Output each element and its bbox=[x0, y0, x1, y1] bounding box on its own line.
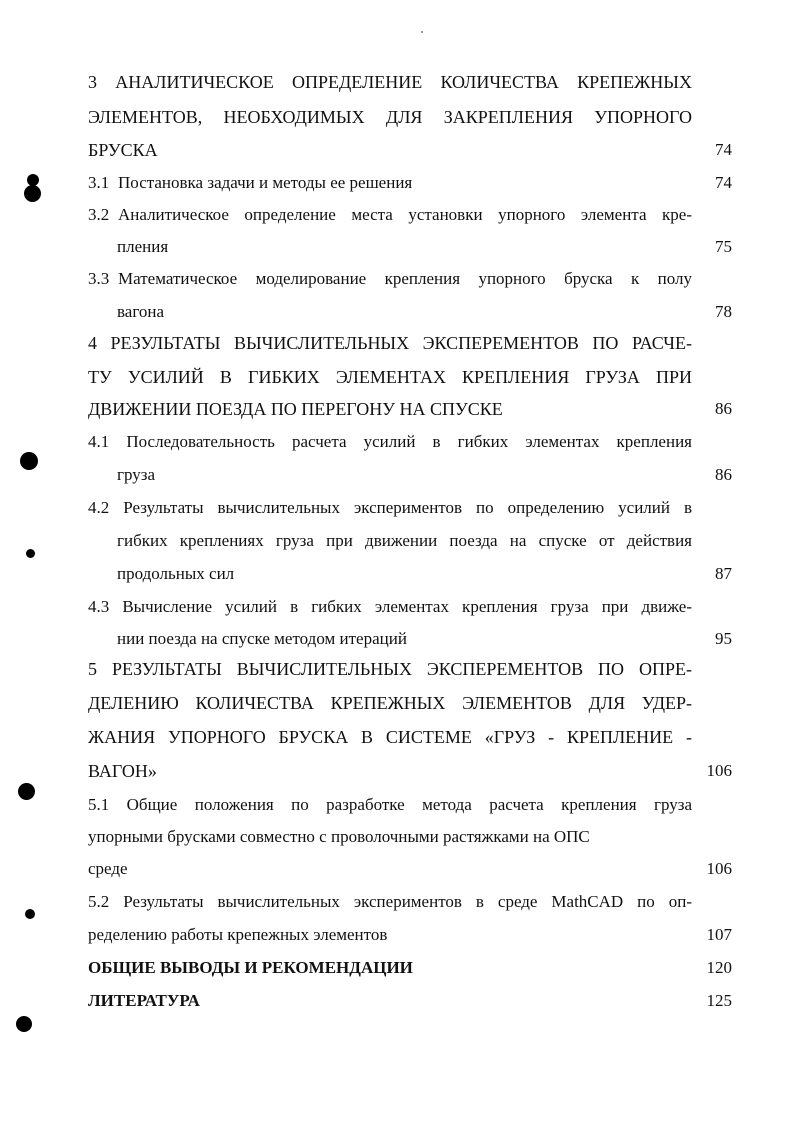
toc-text: Постановка задачи и методы ее решения bbox=[118, 173, 413, 192]
toc-page-number: 75 bbox=[715, 237, 732, 256]
toc-literature: ЛИТЕРАТУРА bbox=[88, 991, 200, 1010]
toc-subsection-3-2-line-1 bbox=[88, 204, 692, 226]
binder-hole bbox=[26, 549, 35, 558]
toc-subsection-4-2-line-3: продольных сил bbox=[117, 564, 235, 583]
toc-page-number: 74 bbox=[715, 140, 732, 159]
toc-section-3-title-line-1: 3 АНАЛИТИЧЕСКОЕ ОПРЕДЕЛЕНИЕ КОЛИЧЕСТВА КРЕПЕЖНЫХ bbox=[88, 72, 692, 92]
toc-section-5-title-line-3: ЖАНИЯ УПОРНОГО БРУСКА В СИСТЕМЕ «ГРУЗ - КРЕПЛЕНИЕ - bbox=[88, 727, 692, 747]
toc-page-number: 87 bbox=[715, 564, 732, 583]
toc-subsection-4-1-line-2: груза bbox=[117, 465, 156, 484]
binder-hole bbox=[20, 452, 38, 470]
toc-page-number: 125 bbox=[706, 991, 732, 1010]
toc-subsection-5-2-line-1: 5.2 Результаты вычислительных экспериментов в среде MathCAD по оп- bbox=[88, 892, 692, 911]
toc-page-number: 106 bbox=[706, 859, 732, 878]
toc-subsection-4-2-line-2: гибких креплениях груза при движении поезда на спуске от действия bbox=[117, 531, 692, 550]
toc-conclusions: ОБЩИЕ ВЫВОДЫ И РЕКОМЕНДАЦИИ bbox=[88, 958, 413, 977]
toc-section-5-title-line-4: ВАГОН» bbox=[88, 761, 157, 781]
toc-subsection-3-2-line-2: пления bbox=[117, 237, 169, 256]
toc-number: 3.3 bbox=[88, 269, 110, 288]
toc-text: Математическое моделирование крепления упорного бруска к полу bbox=[118, 269, 692, 288]
toc-section-4-title-line-1: 4 РЕЗУЛЬТАТЫ ВЫЧИСЛИТЕЛЬНЫХ ЭКСПЕРЕМЕНТОВ ПО РАСЧЕ- bbox=[88, 333, 692, 353]
scan-speck bbox=[421, 31, 423, 33]
binder-hole bbox=[18, 783, 35, 800]
toc-section-4-title-line-3: ДВИЖЕНИИ ПОЕЗДА ПО ПЕРЕГОНУ НА СПУСКЕ bbox=[88, 399, 503, 419]
toc-section-5-title-line-2: ДЕЛЕНИЮ КОЛИЧЕСТВА КРЕПЕЖНЫХ ЭЛЕМЕНТОВ ДЛЯ УДЕР- bbox=[88, 693, 692, 713]
toc-page-number: 86 bbox=[715, 465, 732, 484]
toc-page-number: 107 bbox=[706, 925, 732, 944]
toc-subsection-4-3-line-2: нии поезда на спуске методом итераций bbox=[117, 629, 407, 648]
toc-page-number: 95 bbox=[715, 629, 732, 648]
toc-section-5-title-line-1: 5 РЕЗУЛЬТАТЫ ВЫЧИСЛИТЕЛЬНЫХ ЭКСПЕРЕМЕНТОВ ПО ОПРЕ- bbox=[88, 659, 692, 679]
toc-page-number: 78 bbox=[715, 302, 732, 321]
toc-subsection-3-3-line-2: вагона bbox=[117, 302, 165, 321]
toc-page-number: 86 bbox=[715, 399, 732, 418]
toc-number: 3.2 bbox=[88, 205, 110, 224]
toc-subsection-4-2-line-1: 4.2 Результаты вычислительных экспериментов по определению усилий в bbox=[88, 498, 692, 517]
toc-page-number: 106 bbox=[706, 761, 732, 780]
binder-hole bbox=[24, 185, 41, 202]
toc-section-3-title-line-3: БРУСКА bbox=[88, 140, 158, 160]
toc-page-number: 120 bbox=[706, 958, 732, 977]
toc-section-4-title-line-2: ТУ УСИЛИЙ В ГИБКИХ ЭЛЕМЕНТАХ КРЕПЛЕНИЯ ГРУЗА ПРИ bbox=[88, 367, 692, 387]
toc-subsection-5-1-line-1: 5.1 Общие положения по разработке метода расчета крепления груза bbox=[88, 795, 692, 814]
toc-text: Аналитическое определение места установки упорного элемента кре- bbox=[118, 205, 692, 224]
toc-subsection-3-1 bbox=[88, 172, 692, 194]
toc-number: 3.1 bbox=[88, 173, 110, 192]
toc-subsection-3-3-line-1 bbox=[88, 268, 692, 290]
binder-hole bbox=[25, 909, 35, 919]
toc-subsection-4-1-line-1: 4.1 Последовательность расчета усилий в гибких элементах крепления bbox=[88, 432, 692, 451]
binder-hole bbox=[16, 1016, 32, 1032]
toc-subsection-5-1-line-2: упорными брусками совместно с проволочными растяжками на ОПС bbox=[88, 827, 590, 846]
toc-section-3-title-line-2: ЭЛЕМЕНТОВ, НЕОБХОДИМЫХ ДЛЯ ЗАКРЕПЛЕНИЯ УПОРНОГО bbox=[88, 107, 692, 127]
toc-page-number: 74 bbox=[715, 173, 732, 192]
toc-subsection-5-2-line-2: ределению работы крепежных элементов bbox=[88, 925, 388, 944]
toc-subsection-4-3-line-1: 4.3 Вычисление усилий в гибких элементах крепления груза при движе- bbox=[88, 597, 692, 616]
toc-subsection-5-1-line-3: среде bbox=[88, 859, 128, 878]
